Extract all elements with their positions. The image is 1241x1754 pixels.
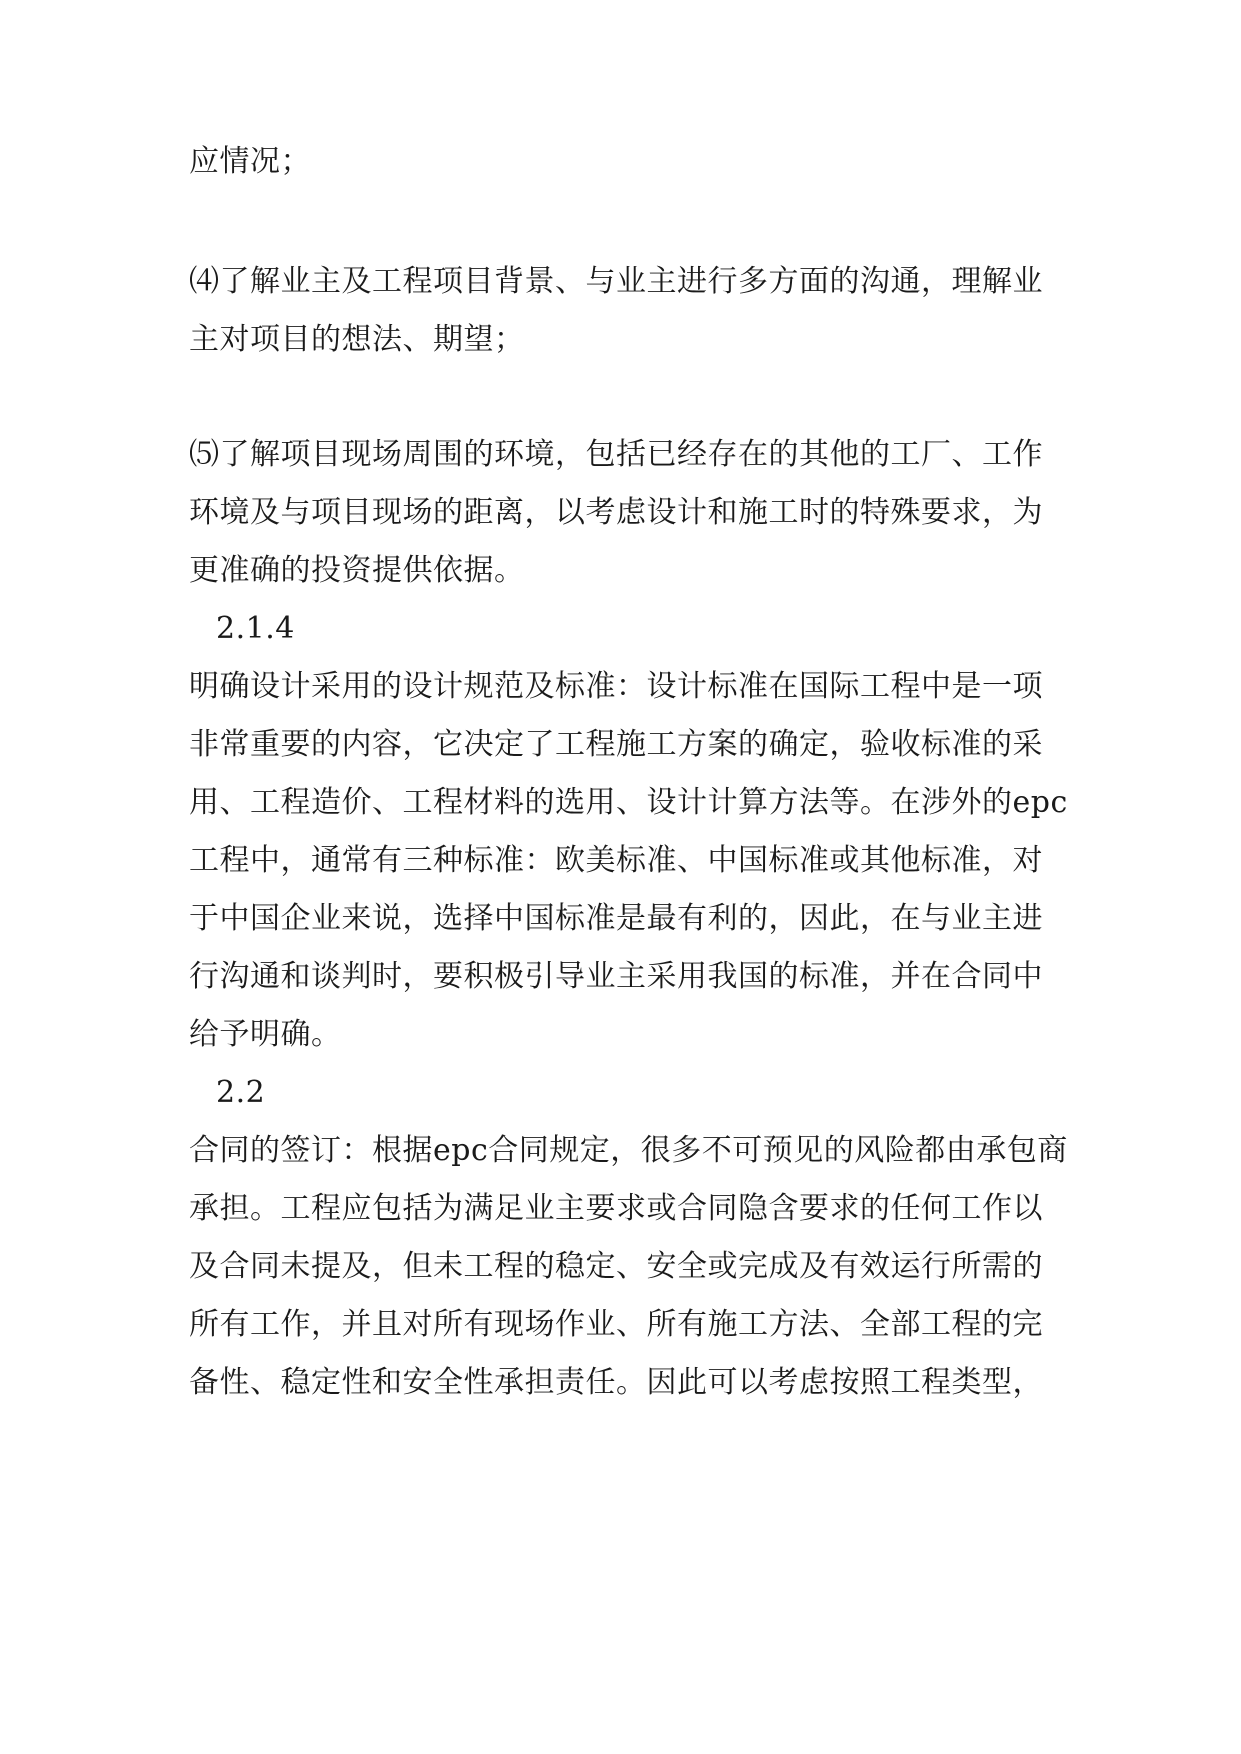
text-line: 行沟通和谈判时，要积极引导业主采用我国的标准，并在合同中: [189, 959, 1043, 994]
text-line: 于中国企业来说，选择中国标准是最有利的，因此，在与业主进: [189, 901, 1043, 936]
text-line: ⑸了解项目现场周围的环境，包括已经存在的其他的工厂、工作: [189, 437, 1043, 472]
text-line: 主对项目的想法、期望；: [189, 322, 525, 357]
text-line: ⑷了解业主及工程项目背景、与业主进行多方面的沟通，理解业: [189, 264, 1043, 299]
section-number: 2.1.4: [216, 611, 295, 646]
text-line: 所有工作，并且对所有现场作业、所有施工方法、全部工程的完: [189, 1307, 1043, 1342]
text-line: 承担。工程应包括为满足业主要求或合同隐含要求的任何工作以: [189, 1191, 1043, 1226]
text-line: 应情况；: [189, 144, 311, 179]
text-line: 更准确的投资提供依据。: [189, 553, 525, 588]
text-line: 给予明确。: [189, 1017, 342, 1052]
text-line: 工程中，通常有三种标准：欧美标准、中国标准或其他标准，对: [189, 843, 1043, 878]
text-line: 环境及与项目现场的距离，以考虑设计和施工时的特殊要求，为: [189, 495, 1043, 530]
text-line: 及合同未提及，但未工程的稳定、安全或完成及有效运行所需的: [189, 1249, 1043, 1284]
text-line: 合同的签订：根据epc合同规定，很多不可预见的风险都由承包商: [189, 1133, 1068, 1168]
text-line: 非常重要的内容，它决定了工程施工方案的确定，验收标准的采: [189, 727, 1043, 762]
text-line: 明确设计采用的设计规范及标准：设计标准在国际工程中是一项: [189, 669, 1043, 704]
text-line: 用、工程造价、工程材料的选用、设计计算方法等。在涉外的epc: [189, 785, 1068, 820]
section-number: 2.2: [216, 1075, 266, 1110]
text-line: 备性、稳定性和安全性承担责任。因此可以考虑按照工程类型，: [189, 1365, 1043, 1400]
